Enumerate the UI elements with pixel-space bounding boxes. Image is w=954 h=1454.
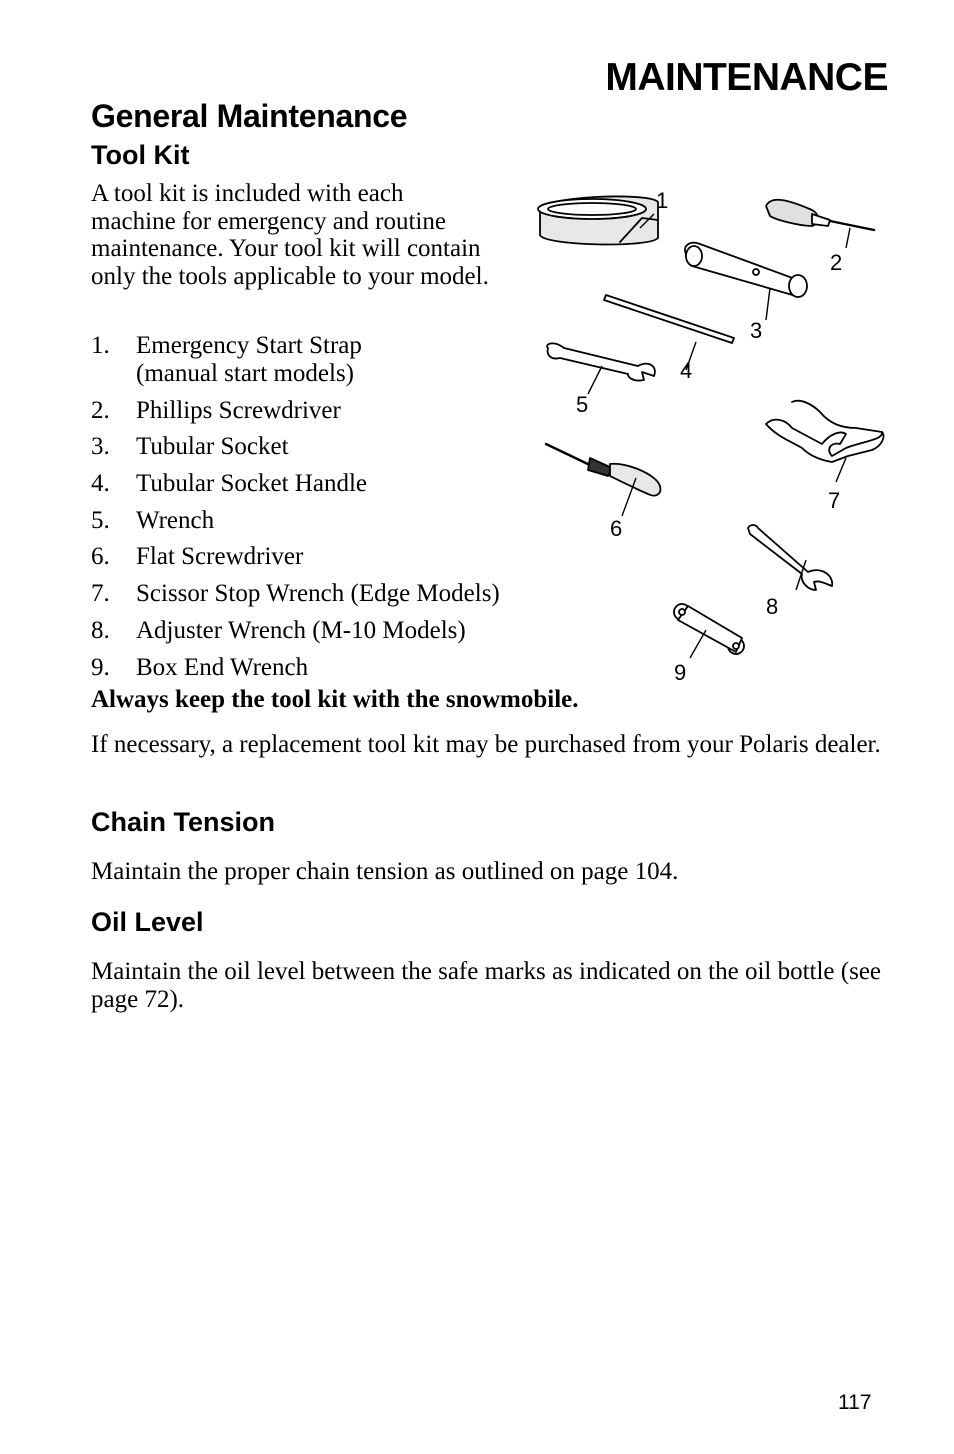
- list-item-label: Tubular Socket Handle: [136, 470, 367, 498]
- list-item: [91, 397, 500, 425]
- list-item-number: 8.: [91, 616, 110, 644]
- list-item-number: 4.: [91, 470, 110, 498]
- callout-1: 1: [656, 188, 669, 213]
- heading-tool-kit: Tool Kit: [91, 140, 190, 170]
- list-item: [91, 617, 500, 645]
- list-item: [91, 580, 500, 608]
- page-number: 117: [838, 1391, 872, 1414]
- callout-9: 9: [674, 660, 687, 685]
- oil-level-text: Maintain the oil level between the safe marks as indicated on the oil bottle (see page 72).: [91, 958, 882, 1013]
- list-item: [91, 433, 500, 461]
- heading-oil-level: Oil Level: [91, 907, 204, 937]
- start-strap-icon: [538, 196, 658, 244]
- list-item: [91, 654, 500, 682]
- list-item-number: 2.: [91, 396, 110, 424]
- callout-leaders: [588, 214, 850, 658]
- callout-5: 5: [576, 392, 589, 417]
- tool-kit-illustration: [530, 180, 900, 690]
- list-item-label: Wrench: [136, 506, 215, 534]
- list-item: [91, 507, 500, 535]
- list-item: [91, 543, 500, 571]
- callout-2: 2: [830, 250, 843, 275]
- heading-chain-tension: Chain Tension: [91, 807, 276, 837]
- callout-8: 8: [766, 594, 779, 619]
- section-title: MAINTENANCE: [605, 56, 888, 99]
- replacement-paragraph: If necessary, a replacement tool kit may be purchased from your Polaris dealer.: [91, 731, 881, 758]
- list-item-label: Scissor Stop Wrench (Edge Models): [136, 580, 500, 608]
- list-item-number: 3.: [91, 433, 110, 461]
- list-item-label: Tubular Socket: [136, 433, 289, 461]
- chain-tension-text: Maintain the proper chain tension as outlined on page 104.: [91, 858, 679, 885]
- callout-4: 4: [680, 358, 693, 383]
- tubular-socket-icon: [685, 243, 807, 297]
- list-item-number: 7.: [91, 580, 110, 608]
- tool-kit-intro: A tool kit is included with each machine for emergency and routine maintenance. Your tool kit will contain only the tools applicable to your model.: [91, 180, 489, 290]
- adjuster-wrench-icon: [748, 525, 832, 590]
- list-item-number: 6.: [91, 543, 110, 571]
- tool-kit-list: [91, 332, 500, 690]
- phillips-screwdriver-icon: [766, 200, 874, 230]
- open-end-wrench-icon: [547, 343, 655, 380]
- callout-3: 3: [750, 318, 763, 343]
- list-item-label: Phillips Screwdriver: [136, 396, 341, 424]
- callout-7: 7: [828, 488, 841, 513]
- list-item-label: Flat Screwdriver: [136, 543, 304, 571]
- list-item-sublabel: (manual start models): [136, 360, 354, 387]
- list-item-number: 5.: [91, 506, 110, 534]
- list-item-number: 1.: [91, 332, 110, 359]
- callout-6: 6: [610, 516, 623, 541]
- scissor-stop-wrench-icon: [766, 401, 884, 462]
- list-item-number: 9.: [91, 653, 110, 681]
- list-item-label: Adjuster Wrench (M-10 Models): [136, 616, 466, 644]
- heading-general-maintenance: General Maintenance: [91, 98, 408, 134]
- keep-tool-kit-note: Always keep the tool kit with the snowmobile.: [91, 686, 579, 713]
- list-item-label: Emergency Start Strap: [136, 332, 362, 359]
- list-item-label: Box End Wrench: [136, 653, 309, 681]
- list-item: [91, 332, 500, 388]
- socket-handle-icon: [604, 295, 734, 343]
- box-end-wrench-icon: [674, 604, 744, 654]
- list-item: [91, 470, 500, 498]
- flat-screwdriver-icon: [546, 444, 660, 496]
